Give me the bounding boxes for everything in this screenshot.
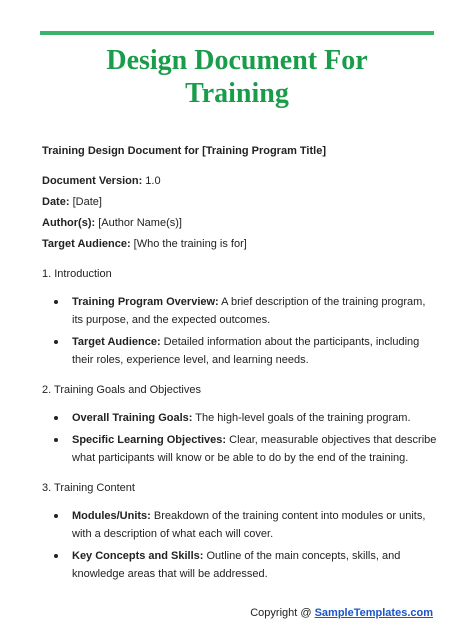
meta-version [42, 172, 437, 190]
meta-authors [42, 214, 437, 232]
item-text: A brief description of the training program, its purpose, and the expected outcomes. [72, 296, 426, 326]
item-term: Modules/Units: [72, 510, 151, 522]
document-title [0, 44, 474, 110]
bullet-icon [54, 554, 58, 558]
item-term: Key Concepts and Skills: [72, 550, 204, 562]
list-item [72, 409, 437, 427]
meta-value: 1.0 [142, 175, 161, 187]
section-heading-goals: 2. Training Goals and Objectives [42, 384, 201, 396]
document-title-line-1: Design Document For [106, 45, 368, 76]
list-item [72, 293, 437, 329]
meta-value: [Who the training is for] [130, 238, 247, 250]
footer-copyright [250, 606, 433, 620]
bullet-icon [54, 438, 58, 442]
meta-target-audience [42, 235, 437, 253]
item-text: Breakdown of the training content into modules or units, with a description of what each will cover. [72, 510, 426, 540]
meta-label: Author(s): [42, 217, 96, 229]
bullet-icon [54, 340, 58, 344]
document-meta [42, 172, 437, 253]
section-list-goals [42, 409, 437, 467]
meta-label: Date: [42, 196, 70, 208]
item-term: Training Program Overview: [72, 296, 219, 308]
item-term: Target Audience: [72, 336, 161, 348]
section-heading-content: 3. Training Content [42, 482, 135, 494]
copyright-label: Copyright @ [250, 607, 315, 619]
item-term: Specific Learning Objectives: [72, 434, 227, 446]
item-text: Clear, measurable objectives that describe what participants will know or be able to do by the end of the training. [72, 434, 437, 464]
item-text: The high-level goals of the training program. [192, 412, 411, 424]
meta-label: Document Version: [42, 175, 143, 187]
list-item [72, 333, 437, 369]
item-term: Overall Training Goals: [72, 412, 193, 424]
list-item [72, 547, 437, 583]
bullet-icon [54, 300, 58, 304]
meta-label: Target Audience: [42, 238, 131, 250]
section-list-introduction [42, 293, 437, 369]
sampletemplates-link[interactable]: SampleTemplates.com [314, 607, 433, 619]
document-body [42, 142, 437, 595]
meta-value: [Author Name(s)] [95, 217, 182, 229]
item-text: Detailed information about the participants, including their roles, experience level, and learning needs. [72, 336, 420, 366]
bullet-icon [54, 514, 58, 518]
meta-date [42, 193, 437, 211]
list-item [72, 507, 437, 543]
bullet-icon [54, 416, 58, 420]
document-subtitle: Training Design Document for [Training Program Title] [42, 145, 326, 157]
list-item [72, 431, 437, 467]
document-title-line-2: Training [185, 78, 289, 109]
top-rule [40, 31, 434, 35]
item-text: Outline of the main concepts, skills, and knowledge areas that will be addressed. [72, 550, 401, 580]
section-list-content [42, 507, 437, 583]
meta-value: [Date] [69, 196, 102, 208]
section-heading-introduction: 1. Introduction [42, 268, 112, 280]
